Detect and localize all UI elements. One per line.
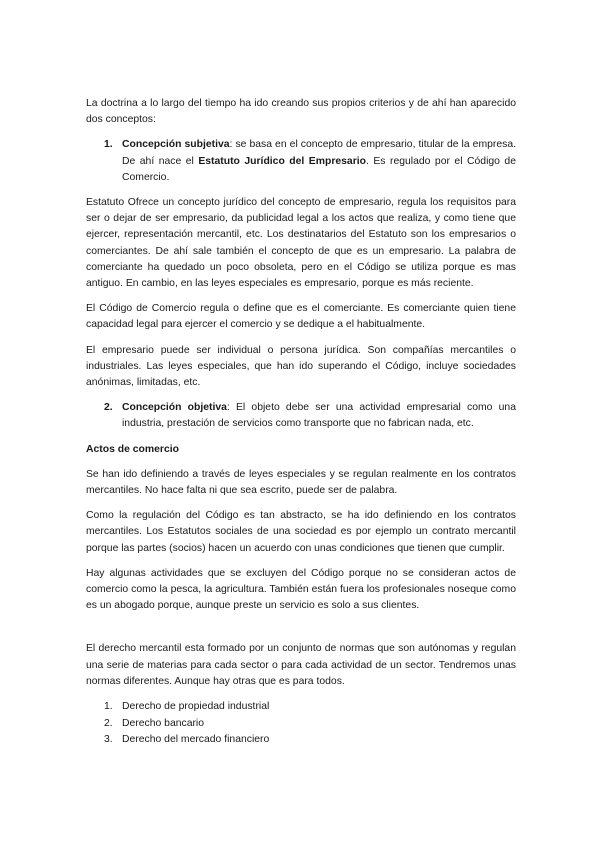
numbered-list-ramas (86, 699, 516, 749)
list-number: 1. (104, 139, 113, 151)
term-estatuto-juridico: Estatuto Jurídico del Empresario (198, 155, 366, 167)
paragraph-estatuto: Estatuto Ofrece un concepto jurídico del concepto de empresario, regula los requisitos para ser o dejar de ser empresario, da publicidad legal a los actos que realiza, y como tiene que ejercer, representación mercantil, etc. Los destinatarios del Estatuto son los empresarios o comerciantes. De ahí sale también el concepto de que es un empresario. La palabra de comerciante ha quedado un poco obsoleta, pero en el Código se utiliza porque es mas antiguo. En cambio, en las leyes especiales es empresario, porque es más reciente. (86, 197, 516, 290)
list-item-concepcion-subjetiva (86, 137, 516, 186)
list-item-label: Derecho de propiedad industrial (122, 701, 270, 713)
document-body (86, 96, 516, 749)
paragraph-exclusiones: Hay algunas actividades que se excluyen del Código porque no se consideran actos de comercio como la pesca, la agricultura. También están fuera los profesionales noseque como es un abogado porque, aunque preste un servicio es solo a sus clientes. (86, 567, 516, 612)
list-item-label: Derecho del mercado financiero (122, 734, 270, 746)
list-item (86, 732, 516, 749)
list-item-label: Derecho bancario (122, 717, 205, 729)
list-item-concepcion-objetiva (86, 400, 516, 432)
list-number: 1. (104, 701, 113, 713)
paragraph-codigo-comercio: El Código de Comercio regula o define que es el comerciante. Es comerciante quien tiene capacidad legal para ejercer el comercio y se dedique a el habitualmente. (86, 303, 516, 331)
list-number: 3. (104, 734, 113, 746)
blank-line (86, 623, 516, 641)
paragraph-empresario: El empresario puede ser individual o persona jurídica. Son compañías mercantiles o industriales. Las leyes especiales, que han ido superando el Código, incluye sociedades anónimas, limitadas, etc. (86, 344, 516, 389)
term-concepcion-subjetiva: Concepción subjetiva (122, 139, 230, 151)
paragraph-regulacion: Como la regulación del Código es tan abstracto, se ha ido definiendo en los contratos mercantiles. Los Estatutos sociales de una sociedad es por ejemplo un contrato mercantil porque las partes (socios) hacen un acuerdo con unas condiciones que tienen que cumplir. (86, 510, 516, 554)
list-number: 2. (104, 717, 113, 729)
list-item (86, 699, 516, 716)
term-concepcion-objetiva: Concepción objetiva (122, 402, 227, 414)
paragraph-intro: La doctrina a lo largo del tiempo ha ido creando sus propios criterios y de ahí han aparecido dos conceptos: (86, 98, 516, 126)
paragraph-leyes-especiales: Se han ido definiendo a través de leyes especiales y se regulan realmente en los contratos mercantiles. No hace falta ni que sea escrito, puede ser de palabra. (86, 468, 516, 497)
concept-list-1 (86, 137, 516, 186)
list-number: 2. (104, 402, 113, 414)
item-text: . Es regulado por el Código de Comercio. (122, 155, 516, 183)
concept-list-2 (86, 400, 516, 432)
item-text: : se basa en el concepto de empresario, titular de la empresa. De ahí nace el (122, 139, 516, 167)
section-heading-actos: Actos de comercio (86, 443, 179, 455)
list-item (86, 716, 516, 733)
paragraph-derecho-mercantil: El derecho mercantil esta formado por un conjunto de normas que son autónomas y regulan una serie de materias para cada sector o para cada actividad de un sector. Tendremos unas normas diferentes. Aunque hay otras que es para todos. (86, 643, 516, 687)
item-text: : El objeto debe ser una actividad empresarial como una industria, prestación de servicios como transporte que no fabrican nada, etc. (122, 402, 516, 430)
